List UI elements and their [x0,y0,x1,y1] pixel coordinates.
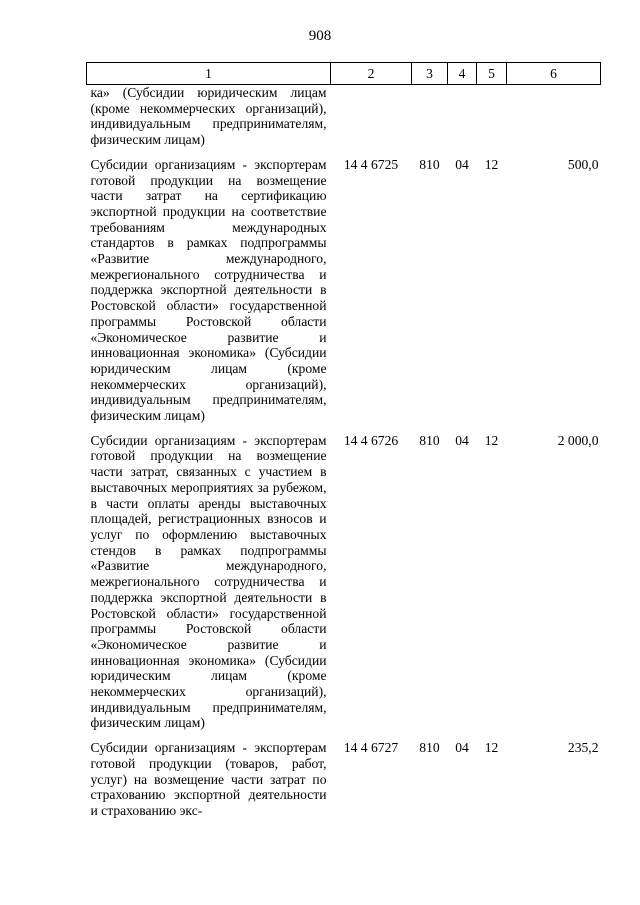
table-row [87,157,601,424]
row-spacer [87,148,601,157]
row-section: 04 [455,156,469,172]
row-target-code: 14 4 6726 [343,432,399,448]
row-section [448,85,477,148]
row-section: 04 [455,432,469,448]
row-amount [507,85,601,148]
row-target-code [331,85,412,148]
table-header-row [87,63,601,85]
row-description: Субсидии организациям - экспортерам готовой продукции (товаров, работ, услуг) на возмещение части затрат по страхованию экспортной деятельности и страхованию экс- [90,740,327,818]
table-row [87,740,601,819]
row-grbs [412,85,448,148]
table-row [87,433,601,731]
row-spacer [87,424,601,433]
row-section: 04 [455,740,469,756]
row-subsection: 12 [484,156,499,172]
row-subsection: 12 [484,740,499,756]
budget-table [86,62,601,819]
table-row [87,85,601,148]
row-amount: 2 000,0 [557,432,599,448]
row-description: ка» (Субсидии юридическим лицам (кроме некоммерческих организаций), индивидуальным предпринимателям, физическим лицам) [90,85,327,148]
page-number: 908 [308,28,332,44]
column-header: 5 [477,63,507,85]
row-amount: 500,0 [567,156,599,172]
row-grbs: 810 [419,432,440,448]
row-description: Субсидии организациям - экспортерам готовой продукции на возмещение части затрат, связанных с участием в выставочных мероприятиях за рубежом, в части оплаты аренды выставочных площадей, регистрационных взносов и услуг по оформлению выставочных стендов в рамках подпрограммы «Развитие международного, межрегионального сотрудничества и поддержка экспортной деятельности в Ростовской области» государственной программы Ростовской области «Экономическое развитие и инновационная экономика» (Субсидии юридическим лицам (кроме некоммерческих организаций), индивидуальным предпринимателям, физическим лицам) [90,432,327,731]
column-header: 6 [507,63,601,85]
row-spacer [87,731,601,740]
column-header: 2 [331,63,412,85]
row-subsection [477,85,507,148]
row-target-code: 14 4 6727 [343,740,399,756]
column-header: 4 [448,63,477,85]
row-grbs: 810 [419,156,440,172]
row-amount: 235,2 [567,740,599,756]
column-header: 3 [412,63,448,85]
row-subsection: 12 [484,432,499,448]
column-header: 1 [87,63,331,85]
row-description: Субсидии организациям - экспортерам готовой продукции на возмещение части затрат на сертификацию экспортной продукции на соответствие требованиям международных стандартов в рамках подпрограммы «Развитие международного, межрегионального сотрудничества и поддержка экспортной деятельности в Ростовской области» государственной программы Ростовской области «Экономическое развитие и инновационная экономика» (Субсидии юридическим лицам (кроме некоммерческих организаций), индивидуальным предпринимателям, физическим лицам) [90,156,327,424]
row-target-code: 14 4 6725 [343,156,399,172]
row-grbs: 810 [419,740,440,756]
